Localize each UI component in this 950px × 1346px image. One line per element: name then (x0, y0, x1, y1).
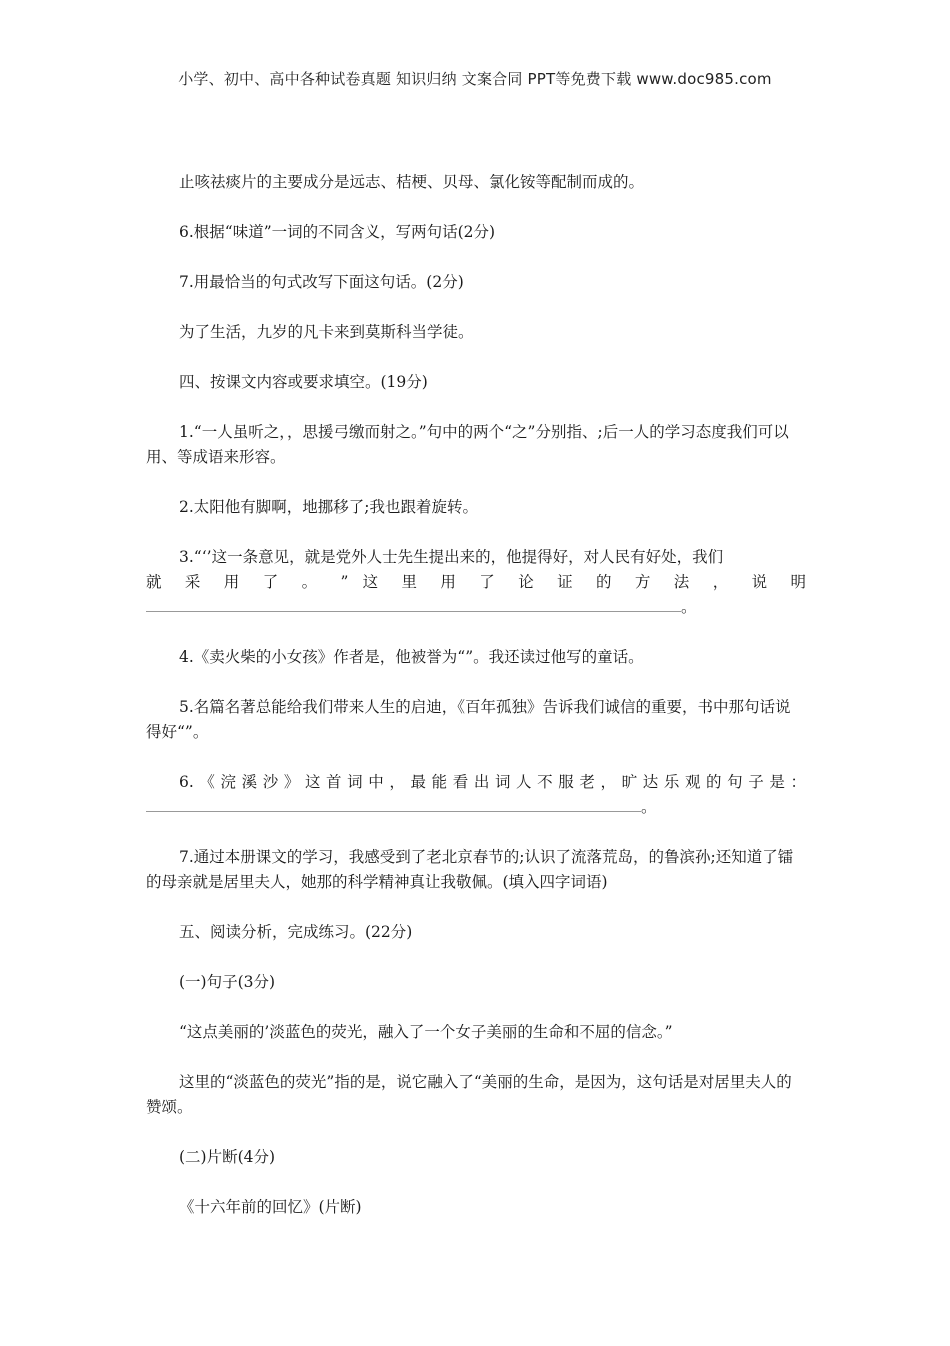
section-4-question-6-answer-line (146, 795, 806, 820)
paragraph-ingredients: 止咳祛痰片的主要成分是远志、桔梗、贝母、氯化铵等配制而成的。 (179, 173, 645, 191)
section-5-quote: “这点美丽的’淡蓝色的荧光，融入了一个女子美丽的生命和不屈的信念。” (179, 1023, 673, 1041)
section-4-question-5: 5.名篇名著总能给我们带来人生的启迪，《百年孤独》告诉我们诚信的重要，书中那句话说得好“”。 (146, 698, 791, 741)
period-mark: 。 (681, 598, 697, 616)
answer-blank[interactable] (146, 595, 681, 612)
section-4-question-3-line-1: 3.“‘’这一条意见，就是党外人士先生提出来的，他提得好，对人民有好处，我们 (179, 548, 724, 566)
question-7: 7.用最恰当的句式改写下面这句话。(2分) (179, 273, 464, 291)
section-5-part-1-heading: (一)句子(3分) (179, 973, 276, 991)
period-mark: 。 (641, 798, 657, 816)
page-header: 小学、初中、高中各种试卷真题 知识归纳 文案合同 PPT等免费下载 www.doc985.com (178, 70, 772, 88)
section-4-question-7: 7.通过本册课文的学习，我感受到了老北京春节的;认识了流落荒岛，的鲁滨孙;还知道了镭的母亲就是居里夫人，她那的科学精神真让我敬佩。(填入四字词语) (146, 848, 794, 891)
section-4-question-4: 4.《卖火柴的小女孩》作者是，他被誉为“”。我还读过他写的童话。 (179, 648, 644, 666)
section-4-heading: 四、按课文内容或要求填空。(19分) (179, 373, 428, 391)
section-4-question-1: 1.“一人虽听之，，思援弓缴而射之。”句中的两个“之”分别指、;后一人的学习态度我们可以用、等成语来形容。 (146, 423, 789, 466)
section-4-question-2: 2.太阳他有脚啊，地挪移了;我也跟着旋转。 (179, 498, 479, 516)
section-5-question: 这里的“淡蓝色的荧光”指的是，说它融入了“美丽的生命，是因为，这句话是对居里夫人的赞颂。 (146, 1073, 792, 1116)
question-7-sentence: 为了生活，九岁的凡卡来到莫斯科当学徒。 (179, 323, 474, 341)
answer-blank[interactable] (146, 795, 641, 812)
question-6: 6.根据“味道”一词的不同含义，写两句话(2分) (179, 223, 496, 241)
section-4-question-3-line-2: 就 采 用 了 。 ” 这 里 用 了 论 证 的 方 法 ， 说 明 (146, 573, 806, 591)
section-5-part-2-heading: (二)片断(4分) (179, 1148, 276, 1166)
section-5-passage-title: 《十六年前的回忆》(片断) (179, 1198, 362, 1216)
section-5-heading: 五、阅读分析，完成练习。(22分) (179, 923, 413, 941)
section-4-question-6-line-1: 6.《浣溪沙》这首词中，最能看出词人不服老，旷达乐观的句子是： (179, 773, 806, 791)
section-4-question-3-answer-line (146, 595, 806, 620)
